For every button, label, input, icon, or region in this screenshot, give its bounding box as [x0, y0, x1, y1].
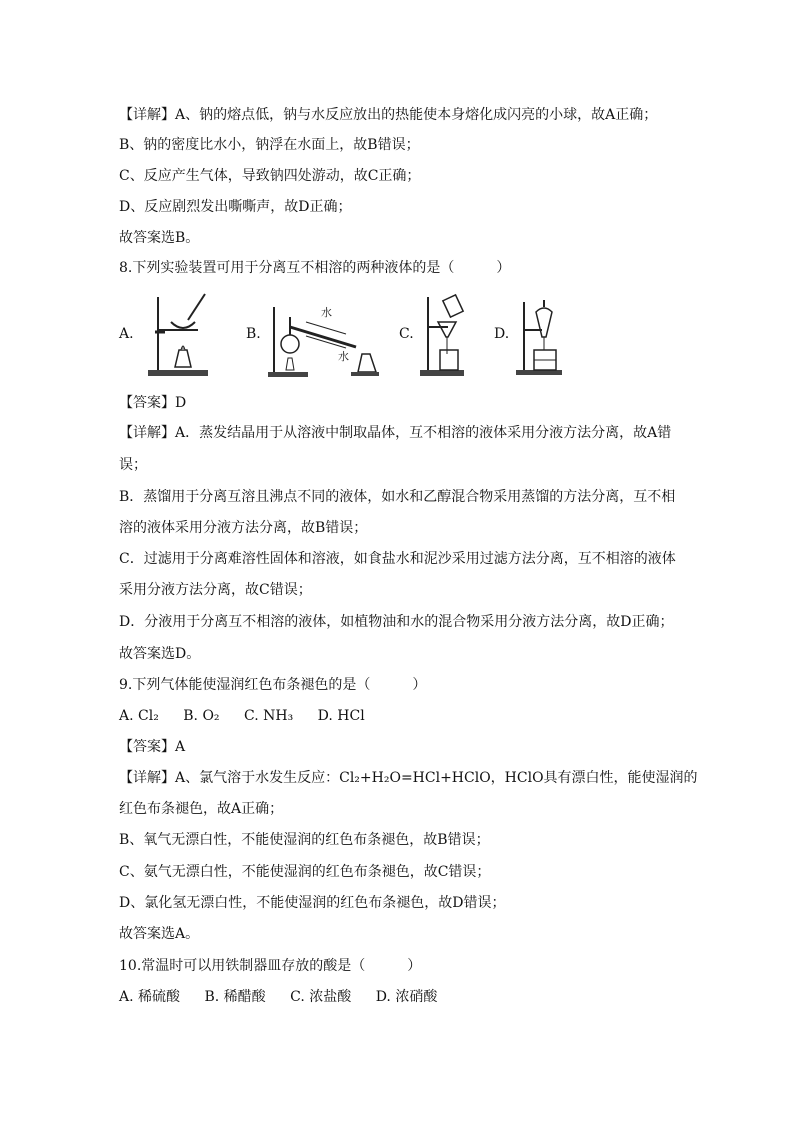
q10-option-c: C. 浓盐酸	[290, 989, 352, 1005]
q8-answer: 【答案】D	[119, 395, 187, 411]
q9-final: 故答案选A。	[119, 926, 200, 942]
q9-option-d-explain: D、氯化氢无漂白性，不能使湿润的红色布条褪色，故D错误；	[119, 895, 506, 911]
separatory-funnel-figure	[514, 292, 564, 382]
q9-option-c-explain: C、氨气无漂白性，不能使湿润的红色布条褪色，故C错误；	[119, 864, 491, 880]
q8-detail-2: 误；	[119, 457, 147, 473]
q9-option-c: C. NH₃	[244, 708, 294, 724]
q8-question: 8.下列实验装置可用于分离互不相溶的两种液体的是（ ）	[119, 260, 511, 276]
evaporation-apparatus-figure	[143, 292, 213, 382]
q10-option-d: D. 浓硝酸	[375, 989, 438, 1005]
q7-option-c: C、反应产生气体，导致钠四处游动，故C正确；	[119, 168, 421, 184]
q8-label-c: C.	[399, 326, 414, 342]
q8-label-b: B.	[246, 326, 261, 342]
water-in-label: 水	[321, 306, 332, 319]
q8-b-1: B．蒸馏用于分离互溶且沸点不同的液体，如水和乙醇混合物采用蒸馏的方法分离，互不相	[119, 489, 676, 505]
q9-options	[119, 706, 385, 726]
q8-c-1: C．过滤用于分离难溶性固体和溶液，如食盐水和泥沙采用过滤方法分离，互不相溶的液体	[119, 551, 676, 567]
q9-answer: 【答案】A	[119, 739, 186, 755]
q10-option-a: A. 稀硫酸	[119, 989, 181, 1005]
q9-detail-1: 【详解】A、氯气溶于水发生反应：Cl₂+H₂O=HCl+HClO，HClO具有漂白性，能使湿润的	[119, 770, 698, 786]
q8-label-a: A.	[119, 326, 134, 342]
water-out-label: 水	[338, 350, 349, 363]
distillation-apparatus-figure	[266, 292, 381, 382]
q7-option-b: B、钠的密度比水小，钠浮在水面上，故B错误；	[119, 137, 420, 153]
q8-detail-1: 【详解】A．蒸发结晶用于从溶液中制取晶体，互不相溶的液体采用分液方法分离，故A错	[119, 425, 672, 441]
q9-option-d: D. HCl	[317, 708, 365, 724]
q8-final: 故答案选D。	[119, 646, 201, 662]
q9-question: 9.下列气体能使湿润红色布条褪色的是（ ）	[119, 677, 427, 693]
q7-final: 故答案选B。	[119, 230, 200, 246]
filtration-apparatus-figure	[418, 292, 468, 382]
q7-option-d: D、反应剧烈发出嘶嘶声，故D正确；	[119, 199, 352, 215]
q8-b-2: 溶的液体采用分液方法分离，故B错误；	[119, 520, 368, 536]
q8-c-2: 采用分液方法分离，故C错误；	[119, 582, 312, 598]
q10-options	[119, 987, 457, 1007]
q9-option-a: A. Cl₂	[119, 708, 159, 724]
q8-d-1: D．分液用于分离互不相溶的液体，如植物油和水的混合物采用分液方法分离，故D正确；	[119, 614, 674, 630]
q7-detail: 【详解】A、钠的熔点低，钠与水反应放出的热能使本身熔化成闪亮的小球，故A正确；	[119, 107, 658, 123]
q10-question: 10.常温时可以用铁制器皿存放的酸是（ ）	[119, 958, 422, 974]
q9-option-b: B. O₂	[183, 708, 220, 724]
q9-detail-2: 红色布条褪色，故A正确；	[119, 801, 284, 817]
q8-label-d: D.	[494, 326, 510, 342]
q9-option-b-explain: B、氧气无漂白性，不能使湿润的红色布条褪色，故B错误；	[119, 832, 490, 848]
q10-option-b: B. 稀醋酸	[204, 989, 266, 1005]
